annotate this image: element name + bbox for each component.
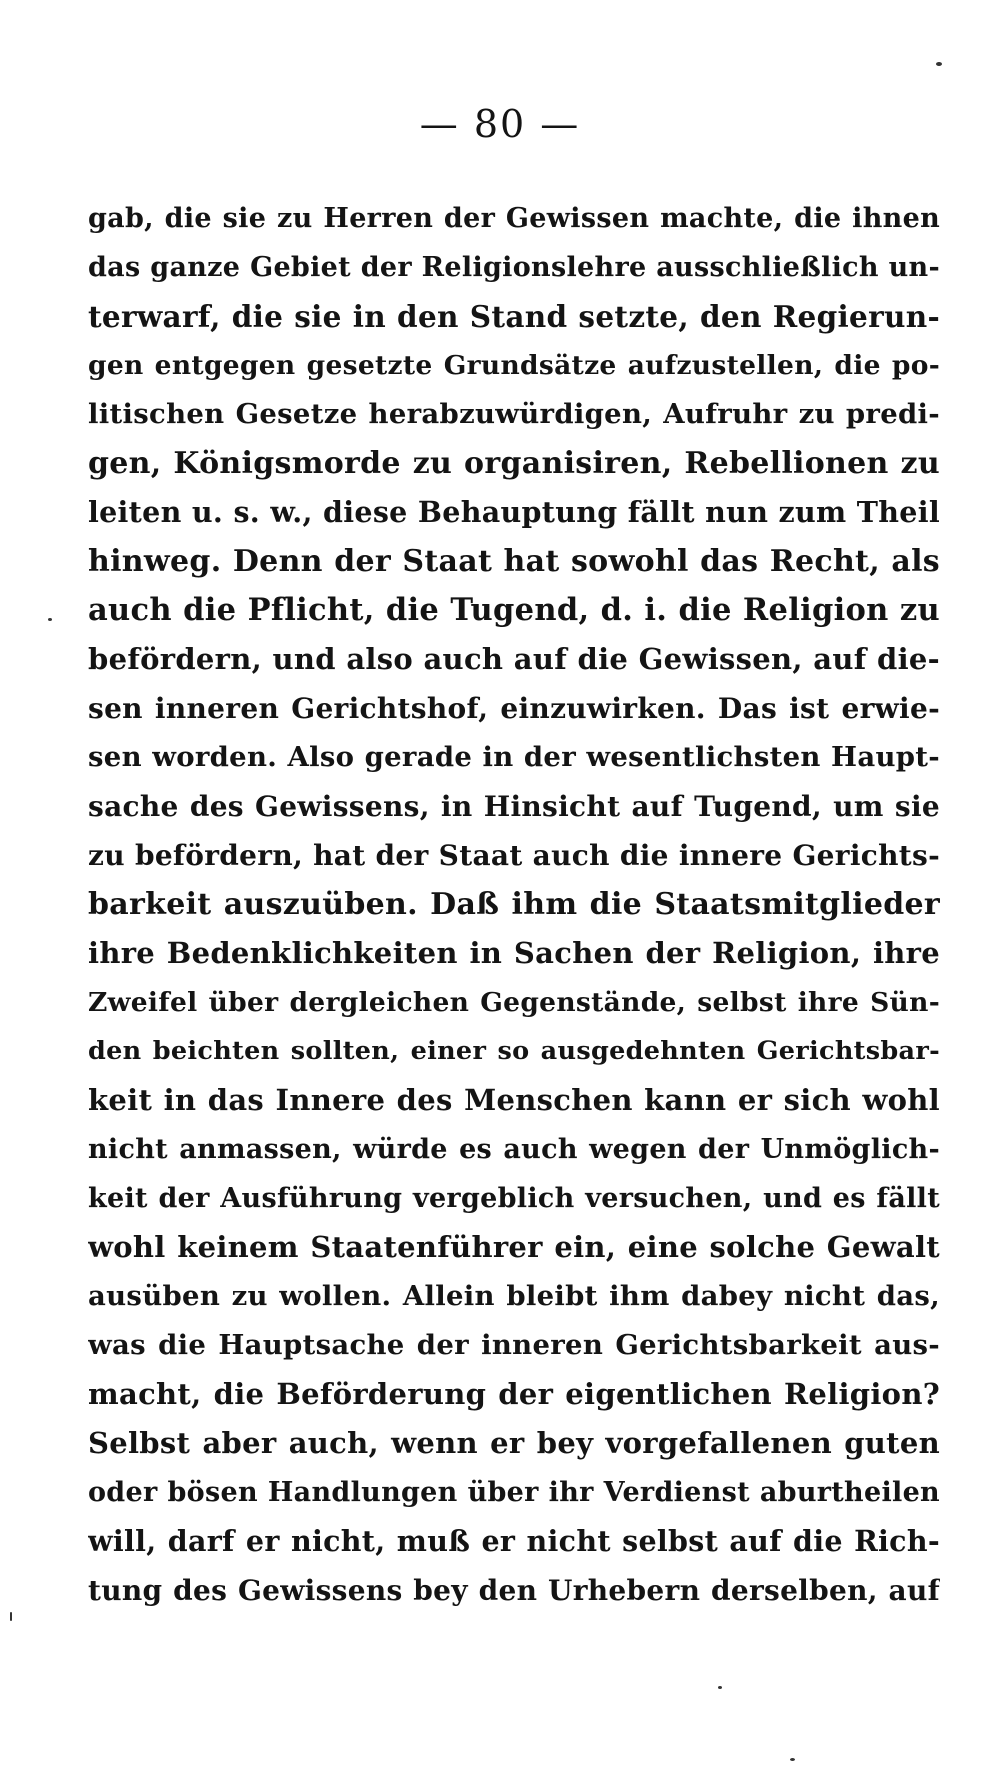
body-text: [88, 194, 940, 1615]
text-line: macht, die Beförderung der eigentlichen Religion?: [88, 1377, 940, 1411]
scan-speck: [718, 1686, 722, 1689]
text-line: gen entgegen gesetzte Grundsätze aufzustellen, die po-: [88, 350, 940, 381]
text-line: tung des Gewissens bey den Urhebern derselben, auf: [88, 1574, 940, 1607]
scan-speck: [48, 618, 52, 621]
text-line: ausüben zu wollen. Allein bleibt ihm dabey nicht das,: [88, 1280, 940, 1312]
text-line: wohl keinem Staatenführer ein, eine solche Gewalt: [88, 1230, 940, 1264]
text-line: hinweg. Denn der Staat hat sowohl das Recht, als: [88, 544, 940, 579]
text-line: befördern, und also auch auf die Gewissen, auf die-: [88, 642, 940, 676]
text-line: terwarf, die sie in den Stand setzte, den Regierun-: [88, 299, 940, 334]
text-line: barkeit auszuüben. Daß ihm die Staatsmitglieder: [88, 887, 940, 922]
text-line: den beichten sollten, einer so ausgedehnten Gerichtsbar-: [88, 1036, 940, 1066]
text-line: Zweifel über dergleichen Gegenstände, selbst ihre Sün-: [88, 987, 940, 1018]
text-line: litischen Gesetze herabzuwürdigen, Aufruhr zu predi-: [88, 398, 940, 430]
scan-speck: [936, 62, 942, 66]
text-line: zu befördern, hat der Staat auch die innere Gerichts-: [88, 839, 940, 872]
text-line: Selbst aber auch, wenn er bey vorgefallenen guten: [88, 1426, 940, 1460]
scan-speck: [790, 1758, 795, 1761]
text-line: oder bösen Handlungen über ihr Verdienst aburtheilen: [88, 1477, 940, 1508]
text-line: nicht anmassen, würde es auch wegen der Unmöglich-: [88, 1134, 940, 1165]
page-number: — 80 —: [419, 102, 581, 146]
text-line: gen, Königsmorde zu organisiren, Rebellionen zu: [88, 446, 940, 481]
text-line: keit der Ausführung vergeblich versuchen, und es fällt: [88, 1183, 940, 1214]
text-line: sache des Gewissens, in Hinsicht auf Tugend, um sie: [88, 790, 940, 823]
text-line: gab, die sie zu Herren der Gewissen machte, die ihnen: [88, 203, 940, 234]
text-line: auch die Pflicht, die Tugend, d. i. die Religion zu: [88, 592, 940, 628]
text-line: ihre Bedenklichkeiten in Sachen der Religion, ihre: [88, 936, 940, 970]
text-line: sen inneren Gerichtshof, einzuwirken. Das ist erwie-: [88, 692, 940, 725]
text-line: leiten u. s. w., diese Behauptung fällt nun zum Theil: [88, 495, 940, 529]
text-line: was die Hauptsache der inneren Gerichtsbarkeit aus-: [88, 1329, 940, 1361]
text-line: das ganze Gebiet der Religionslehre ausschließlich un-: [88, 252, 940, 283]
scan-speck: [10, 1612, 12, 1621]
text-line: sen worden. Also gerade in der wesentlichsten Haupt-: [88, 741, 940, 773]
text-line: will, darf er nicht, muß er nicht selbst auf die Rich-: [88, 1524, 940, 1558]
text-line: keit in das Innere des Menschen kann er sich wohl: [88, 1083, 940, 1117]
